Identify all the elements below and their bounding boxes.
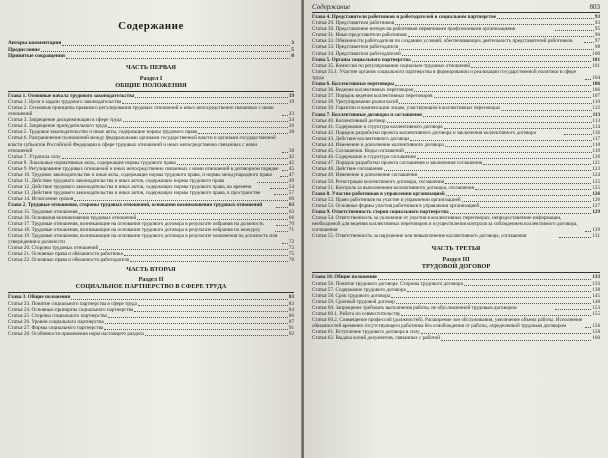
toc-entry bbox=[312, 215, 600, 233]
dot-leader bbox=[275, 231, 288, 232]
dot-leader bbox=[105, 323, 288, 324]
entry-page-number: 125 bbox=[592, 184, 600, 191]
entry-page-number: 104 bbox=[592, 74, 600, 81]
toc-list bbox=[312, 274, 600, 341]
entry-title: Статья 50. Регистрация коллективного договора, соглашения bbox=[312, 178, 445, 185]
entry-title: Статья 52. Право работников на участие в управлении организацией bbox=[312, 196, 461, 203]
entry-title: Глава 7. Коллективные договоры и соглашения bbox=[312, 111, 422, 118]
dot-leader bbox=[559, 237, 591, 238]
section-number: Раздел II bbox=[138, 276, 164, 284]
entry-title: Статья 39. Гарантии и компенсации лицам, участвующим в коллективных переговорах bbox=[312, 105, 501, 112]
dot-leader bbox=[276, 225, 288, 226]
dot-leader bbox=[123, 121, 288, 122]
divider bbox=[312, 272, 600, 273]
section-title: ОБЩИЕ ПОЛОЖЕНИЯ bbox=[115, 81, 187, 89]
entry-title: Статья 5. Трудовое законодательство и иные акты, содержащие нормы трудового права bbox=[8, 129, 198, 136]
entry-title: Статья 31. Иные представители работников bbox=[312, 32, 407, 39]
entry-page-number: 126 bbox=[592, 196, 600, 203]
entry-title: Статья 51. Контроль за выполнением коллективного договора, соглашения bbox=[312, 184, 474, 191]
entry-page-number: 86 bbox=[288, 312, 294, 319]
entry-page-number: 26 bbox=[288, 123, 294, 130]
entry-title: Статья 60.2. Совмещение профессий (должностей). Расширение зон обслуживания, увеличение объема работы. Исполнение обязанностей временно отсутствующего работника без освобождения от работы, определенной трудовым договором bbox=[312, 317, 583, 330]
entry-page-number: 124 bbox=[592, 172, 600, 179]
toc-entry bbox=[8, 53, 294, 60]
entry-title: Глава 8. Участие работников в управлении организацией bbox=[312, 190, 445, 197]
entry-page-number: 75 bbox=[288, 251, 294, 258]
entry-page-number: 8 bbox=[291, 53, 294, 60]
entry-title: Статья 20. Стороны трудовых отношений bbox=[8, 245, 99, 252]
dot-leader bbox=[62, 45, 290, 46]
entry-page-number: 54 bbox=[288, 184, 294, 191]
entry-page-number: 96 bbox=[594, 32, 600, 39]
entry-title: Глава 3. Общие положения bbox=[8, 294, 71, 301]
entry-title: Статья 61. Вступление трудового договора в силу bbox=[312, 329, 420, 336]
dot-leader bbox=[407, 291, 592, 292]
dot-leader bbox=[198, 133, 288, 134]
dot-leader bbox=[122, 103, 288, 104]
toc-entry bbox=[8, 331, 294, 337]
toc-list bbox=[8, 294, 294, 337]
entry-page-number: 153 bbox=[592, 304, 601, 311]
entry-page-number: 112 bbox=[592, 105, 600, 112]
running-header bbox=[312, 2, 600, 13]
dot-leader bbox=[99, 249, 288, 250]
dot-leader bbox=[108, 317, 288, 318]
dot-leader bbox=[79, 213, 288, 214]
dot-leader bbox=[450, 213, 592, 214]
dot-leader bbox=[421, 333, 592, 334]
entry-page-number: 87 bbox=[288, 318, 294, 325]
toc-entry bbox=[8, 135, 294, 153]
entry-page-number: 160 bbox=[592, 335, 600, 342]
toc-entry bbox=[8, 257, 294, 263]
dot-leader bbox=[412, 61, 592, 62]
entry-title: Статья 29. Представители работников bbox=[312, 20, 395, 27]
dot-leader bbox=[480, 207, 591, 208]
dot-leader bbox=[391, 297, 591, 298]
entry-title: Глава 10. Общие положения bbox=[312, 274, 377, 281]
toc-entry bbox=[8, 233, 294, 245]
entry-page-number: 57 bbox=[288, 190, 294, 197]
entry-title: Статья 37. Порядок ведения коллективных переговоров bbox=[312, 93, 433, 100]
left-page bbox=[0, 0, 302, 458]
toc-list bbox=[312, 14, 600, 239]
dot-leader bbox=[414, 91, 591, 92]
dot-leader bbox=[475, 189, 591, 190]
dot-leader bbox=[501, 110, 591, 111]
entry-page-number: 49 bbox=[288, 178, 295, 185]
entry-page-number: 5 bbox=[291, 46, 294, 53]
dot-leader bbox=[66, 58, 290, 59]
dot-leader bbox=[585, 79, 591, 80]
entry-title: Статья 16. Основания возникновения трудовых отношений bbox=[8, 214, 137, 221]
dot-leader bbox=[585, 327, 591, 328]
toc-list bbox=[8, 93, 294, 264]
entry-title: Статья 13. Действие трудового законодательства и иных актов, содержащих нормы трудового права, в пространстве bbox=[8, 190, 260, 197]
entry-title: Глава 9. Ответственность сторон социального партнерства bbox=[312, 209, 449, 215]
entry-title: Статья 28. Особенности применения норм настоящего раздела bbox=[8, 330, 144, 337]
entry-page-number: 107 bbox=[592, 93, 600, 100]
entry-title: Статья 33. Представители работодателя bbox=[312, 44, 399, 51]
dot-leader bbox=[137, 219, 288, 220]
entry-title: Статья 26. Уровни социального партнерства bbox=[8, 318, 104, 325]
dot-leader bbox=[395, 24, 594, 25]
dot-leader bbox=[145, 335, 288, 336]
section-number: Раздел I bbox=[139, 74, 163, 82]
dot-leader bbox=[462, 201, 592, 202]
dot-leader bbox=[446, 195, 592, 196]
entry-page-number: 63 bbox=[288, 202, 294, 209]
dot-leader bbox=[384, 170, 592, 171]
entry-title: Статья 58. Срок трудового договора bbox=[312, 292, 390, 299]
entry-page-number: 66 bbox=[288, 214, 294, 221]
dot-leader bbox=[405, 152, 592, 153]
entry-page-number: 95 bbox=[594, 26, 600, 33]
entry-page-number: 84 bbox=[288, 306, 294, 313]
section-number: Раздел III bbox=[442, 256, 470, 264]
entry-title: Статья 25. Стороны социального партнерства bbox=[8, 312, 107, 319]
entry-page-number: 129 bbox=[592, 209, 600, 215]
entry-title: Статья 55. Ответственность за нарушение или невыполнение коллективного договора, соглашения bbox=[312, 233, 527, 240]
dot-leader bbox=[108, 127, 288, 128]
entry-title: Статья 46. Содержание и структура соглашения bbox=[312, 154, 416, 161]
entry-title: Статья 36. Ведение коллективных переговоров bbox=[312, 87, 414, 94]
entry-title: Статья 49. Изменение и дополнение соглашения bbox=[312, 172, 417, 179]
entry-title: Статья 1. Цели и задачи трудового законодательства bbox=[8, 98, 122, 105]
entry-page-number: 156 bbox=[592, 323, 600, 330]
entry-title: Глава 1. Основные начала трудового законодательства bbox=[8, 92, 135, 99]
entry-page-number: 145 bbox=[592, 292, 600, 299]
dot-leader bbox=[130, 261, 288, 262]
entry-page-number: 101 bbox=[592, 62, 600, 69]
entry-page-number: 138 bbox=[592, 286, 600, 293]
entry-title: Глава 5. Органы социального партнерства bbox=[312, 56, 411, 63]
dot-leader bbox=[408, 36, 594, 37]
dot-leader bbox=[483, 164, 591, 165]
entry-page-number: 106 bbox=[592, 81, 600, 88]
entry-title: Статья 34. Представители работодателей bbox=[312, 50, 401, 57]
entry-title: Статья 11. Действие трудового законодательства и иных актов, содержащих нормы трудового права bbox=[8, 178, 225, 185]
entry-page-number: 148 bbox=[592, 298, 600, 305]
dot-leader bbox=[134, 311, 288, 312]
dot-leader bbox=[280, 176, 288, 177]
dot-leader bbox=[274, 194, 287, 195]
entry-page-number: 63 bbox=[288, 208, 294, 215]
entry-title: Статья 57. Содержание трудового договора bbox=[312, 286, 406, 293]
toc-entry bbox=[8, 47, 294, 54]
entry-title: Статья 18. Трудовые отношения, возникающие на основании трудового договора в результате избрания по конкурсу bbox=[8, 226, 261, 233]
dot-leader bbox=[378, 279, 592, 280]
dot-leader bbox=[282, 170, 288, 171]
entry-title: Статья 23. Понятие социального партнерства в сфере труда bbox=[8, 300, 137, 307]
entry-title: Статья 43. Действие коллективного договора bbox=[312, 135, 410, 142]
dot-leader bbox=[584, 42, 594, 43]
dot-leader bbox=[441, 340, 591, 341]
entry-page-number: 45 bbox=[288, 165, 294, 172]
entry-title: Статья 14. Исчисление сроков bbox=[8, 196, 74, 203]
entry-page-number: 28 bbox=[288, 129, 294, 136]
entry-page-number: 24 bbox=[288, 117, 294, 124]
entry-title: Статья 62. Выдача копий документов, связанных с работой bbox=[312, 335, 440, 342]
entry-page-number: 60 bbox=[288, 196, 294, 203]
entry-page-number: 71 bbox=[288, 226, 294, 233]
entry-title: Статья 10. Трудовое законодательство и иные акты, содержащие нормы трудового права, и нормы международного права bbox=[8, 172, 272, 178]
dot-leader bbox=[402, 55, 592, 56]
entry-title: Статья 35.1. Участие органов социального партнерства в формировании и реализации государственной политики в сфере труда bbox=[312, 68, 577, 81]
entry-title: Статья 21. Основные права и обязанности работника bbox=[8, 251, 123, 258]
entry-page-number: 72 bbox=[288, 245, 294, 252]
entry-page-number: 92 bbox=[288, 330, 294, 337]
part-heading: ЧАСТЬ ТРЕТЬЯ bbox=[431, 245, 481, 253]
entry-title: Статья 24. Основные принципы социального партнерства bbox=[8, 306, 134, 313]
entry-page-number: 155 bbox=[592, 311, 600, 318]
entry-page-number: 38 bbox=[288, 147, 294, 154]
dot-leader bbox=[401, 315, 591, 316]
entry-title: Глава 6. Коллективные переговоры bbox=[312, 81, 395, 88]
entry-title: Статья 2. Основные принципы правового регулирования трудовых отношений и иных непосредственно связанных с ними отношений bbox=[8, 104, 274, 118]
dot-leader bbox=[177, 164, 288, 165]
entry-page-number: 93 bbox=[594, 20, 600, 27]
running-title: Содержание bbox=[312, 3, 351, 11]
dot-leader bbox=[399, 49, 594, 50]
entry-title: Статья 27. Формы социального партнерства bbox=[8, 324, 104, 331]
dot-leader bbox=[410, 140, 591, 141]
section-title: СОЦИАЛЬНОЕ ПАРТНЕРСТВО В СФЕРЕ ТРУДА bbox=[75, 283, 227, 291]
dot-leader bbox=[138, 305, 288, 306]
dot-leader bbox=[434, 97, 592, 98]
page-title: Содержание bbox=[118, 20, 184, 32]
entry-title: Предисловие bbox=[8, 46, 40, 53]
entry-title: Статья 54. Ответственность за уклонение от участия в коллективных переговорах, непредоставление информации, необходимой для ведения коллективных переговоров и осуществления контроля за соблюдением коллективного договора, соглашения bbox=[312, 215, 578, 234]
entry-page-number: 97 bbox=[594, 38, 601, 45]
entry-title: Статья 4. Запрещение принудительного труда bbox=[8, 123, 107, 130]
entry-page-number: 101 bbox=[592, 56, 600, 63]
entry-page-number: 126 bbox=[592, 190, 600, 197]
entry-title: Статья 7. Утратила силу bbox=[8, 153, 61, 160]
dot-leader bbox=[423, 116, 592, 117]
toc-entry bbox=[312, 69, 600, 81]
front-matter-list bbox=[8, 40, 294, 60]
entry-page-number: 93 bbox=[594, 14, 600, 20]
entry-page-number: 78 bbox=[288, 257, 294, 264]
dot-leader bbox=[395, 85, 591, 86]
dot-leader bbox=[555, 309, 592, 310]
dot-leader bbox=[471, 67, 591, 68]
entry-page-number: 121 bbox=[592, 160, 600, 167]
entry-title: Статья 60. Запрещение требовать выполнения работы, не обусловленной трудовым договором bbox=[312, 304, 517, 311]
entry-title: Статья 40. Коллективный договор bbox=[312, 117, 386, 124]
entry-page-number: 113 bbox=[592, 117, 600, 124]
entry-title: Статья 60.1. Работа по совместительству bbox=[312, 311, 401, 318]
entry-title: Статья 42. Порядок разработки проекта коллективного договора и заключения коллективного договора bbox=[312, 129, 536, 136]
section-title: ТРУДОВОЙ ДОГОВОР bbox=[421, 263, 491, 271]
dot-leader bbox=[555, 30, 594, 31]
toc-entry bbox=[312, 233, 600, 239]
entry-page-number: 106 bbox=[592, 87, 600, 94]
entry-title: Глава 4. Представители работников и работодателей в социальном партнерстве bbox=[312, 14, 497, 20]
entry-page-number: 127 bbox=[592, 202, 600, 209]
entry-page-number: 158 bbox=[592, 329, 600, 336]
entry-page-number: 100 bbox=[592, 50, 600, 57]
dot-leader bbox=[399, 103, 591, 104]
dot-leader bbox=[445, 146, 592, 147]
entry-page-number: 91 bbox=[288, 324, 294, 331]
toc-entry bbox=[312, 335, 600, 341]
page-number: 803 bbox=[589, 3, 600, 11]
entry-page-number: 110 bbox=[592, 99, 600, 106]
entry-page-number: 133 bbox=[592, 274, 600, 281]
entry-title: Статья 9. Регулирование трудовых отношений и иных непосредственно связанных с ними отношений в договорном порядке bbox=[8, 165, 279, 172]
entry-page-number: 3 bbox=[291, 40, 294, 46]
entry-page-number: 116 bbox=[592, 129, 600, 136]
part-heading: ЧАСТЬ ПЕРВАЯ bbox=[126, 63, 176, 71]
dot-leader bbox=[564, 134, 591, 135]
dot-leader bbox=[464, 285, 592, 286]
entry-page-number: 119 bbox=[592, 148, 600, 155]
entry-page-number: 129 bbox=[592, 227, 600, 234]
entry-page-number: 120 bbox=[592, 154, 600, 161]
entry-title: Статья 6. Разграничение полномочий между федеральными органами государственной власти и органами государственной власти субъектов Российской Федерации в сфере трудовых отношений и иных непосредственно связанных с ними отношений bbox=[8, 135, 276, 154]
entry-page-number: 42 bbox=[288, 159, 294, 166]
dot-leader bbox=[41, 51, 291, 52]
dot-leader bbox=[135, 97, 287, 98]
dot-leader bbox=[270, 188, 288, 189]
entry-page-number: 70 bbox=[288, 220, 295, 227]
entry-page-number: 19 bbox=[288, 98, 294, 105]
dot-leader bbox=[417, 158, 592, 159]
dot-leader bbox=[257, 182, 288, 183]
entry-title: Статья 45. Соглашения. Виды соглашений bbox=[312, 148, 404, 155]
entry-page-number: 83 bbox=[288, 294, 294, 301]
dot-leader bbox=[497, 18, 594, 19]
divider bbox=[8, 91, 294, 92]
entry-title: Статья 32. Обязанности работодателя по созданию условий, обеспечивающих деятельность представителей работников bbox=[312, 38, 573, 45]
entry-title: Статья 48. Действие соглашения bbox=[312, 166, 383, 173]
dot-leader bbox=[396, 303, 592, 304]
entry-title: Принятые сокращения bbox=[8, 53, 65, 60]
dot-leader bbox=[62, 158, 288, 159]
dot-leader bbox=[276, 207, 288, 208]
dot-leader bbox=[387, 122, 592, 123]
entry-page-number: 72 bbox=[288, 239, 294, 246]
toc-entry bbox=[8, 40, 294, 47]
entry-title: Статья 15. Трудовые отношения bbox=[8, 208, 78, 215]
right-page bbox=[304, 0, 608, 458]
entry-title: Статья 8. Локальные нормативные акты, содержащие нормы трудового права bbox=[8, 159, 176, 166]
dot-leader bbox=[124, 255, 288, 256]
entry-title: Статья 38. Урегулирование разногласий bbox=[312, 99, 399, 106]
entry-title: Статья 53. Основные формы участия работников в управлении организацией bbox=[312, 202, 480, 209]
entry-page-number: 47 bbox=[288, 172, 295, 178]
dot-leader bbox=[418, 177, 591, 178]
entry-title: Статья 41. Содержание и структура коллективного договора bbox=[312, 123, 443, 130]
dot-leader bbox=[585, 231, 591, 232]
part-heading: ЧАСТЬ ВТОРАЯ bbox=[126, 266, 176, 274]
dot-leader bbox=[282, 152, 288, 153]
entry-page-number: 131 bbox=[592, 233, 600, 240]
entry-title: Статья 12. Действие трудового законодательства и иных актов, содержащих нормы трудового права, во времени bbox=[8, 184, 252, 191]
entry-page-number: 118 bbox=[592, 141, 600, 148]
dot-leader bbox=[282, 115, 288, 116]
dot-leader bbox=[104, 329, 288, 330]
entry-title: Статья 59. Срочный трудовой договор bbox=[312, 298, 395, 305]
entry-page-number: 42 bbox=[288, 153, 294, 160]
entry-title: Статья 47. Порядок разработки проекта соглашения и заключения соглашения bbox=[312, 160, 483, 167]
toc-entry bbox=[8, 105, 294, 117]
entry-title: Статья 35. Комиссии по регулированию социально-трудовых отношений bbox=[312, 62, 471, 69]
divider bbox=[8, 292, 294, 293]
dot-leader bbox=[74, 200, 288, 201]
entry-title: Статья 44. Изменение и дополнение коллективного договора bbox=[312, 141, 444, 148]
entry-title: Статья 17. Трудовые отношения, возникающие на основании трудового договора в результате избрания на должность bbox=[8, 220, 264, 227]
dot-leader bbox=[445, 183, 591, 184]
entry-page-number: 133 bbox=[592, 280, 600, 287]
entry-page-number: 113 bbox=[592, 111, 600, 118]
dot-leader bbox=[282, 243, 288, 244]
entry-page-number: 98 bbox=[594, 44, 600, 51]
entry-page-number: 83 bbox=[288, 300, 294, 307]
entry-page-number: 23 bbox=[288, 111, 294, 118]
toc-entry bbox=[312, 317, 600, 329]
dot-leader bbox=[71, 299, 288, 300]
entry-page-number: 125 bbox=[592, 178, 600, 185]
entry-page-number: 19 bbox=[288, 92, 294, 99]
entry-page-number: 117 bbox=[592, 135, 600, 142]
entry-title: Авторы комментария bbox=[8, 40, 62, 46]
entry-title: Глава 2. Трудовые отношения, стороны трудовых отношений, основания возникновения трудовых отношений bbox=[8, 202, 263, 209]
entry-page-number: 114 bbox=[592, 123, 600, 130]
entry-title: Статья 30. Представление интересов работников первичными профсоюзными организациями bbox=[312, 26, 516, 33]
entry-title: Статья 56. Понятие трудового договора. Стороны трудового договора bbox=[312, 280, 463, 287]
entry-page-number: 123 bbox=[592, 166, 600, 173]
entry-title: Статья 19. Трудовые отношения, возникающие на основании трудового договора в результате назначения на должность или утверждения в должности bbox=[8, 232, 278, 246]
entry-title: Статья 22. Основные права и обязанности работодателя bbox=[8, 257, 130, 264]
entry-title: Статья 3. Запрещение дискриминации в сфере труда bbox=[8, 117, 122, 124]
dot-leader bbox=[444, 128, 592, 129]
